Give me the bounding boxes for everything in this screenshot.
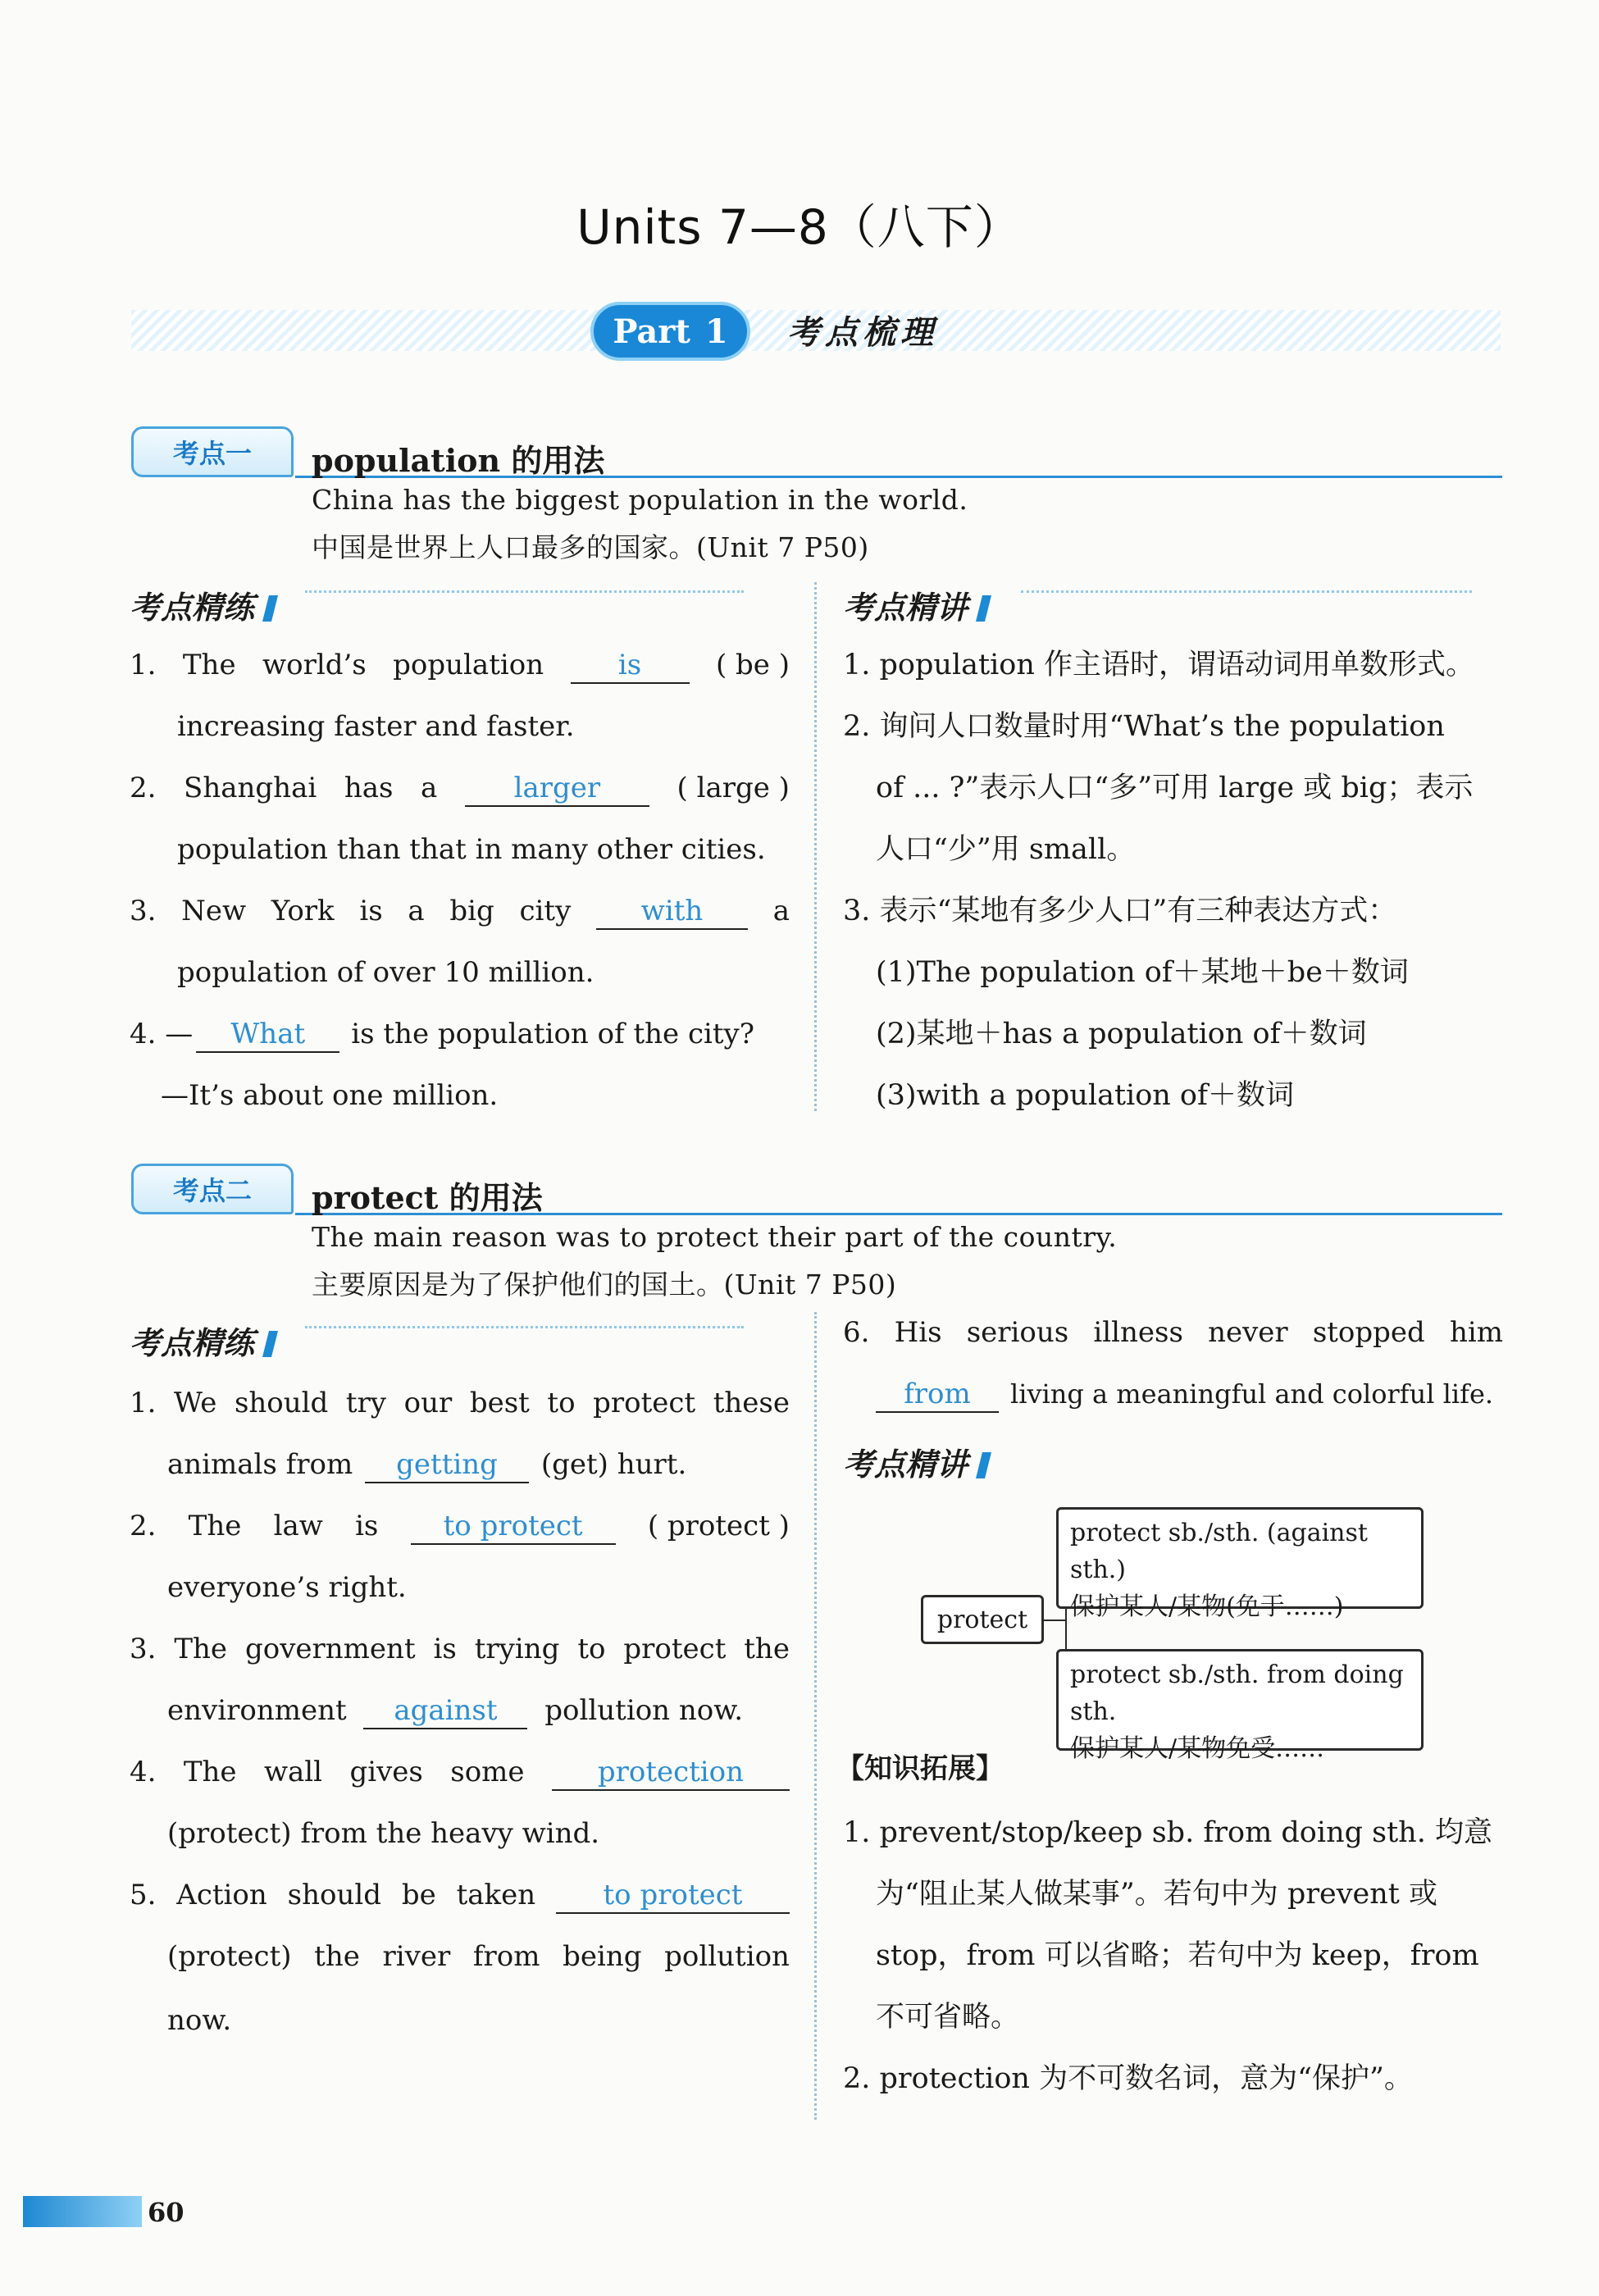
s1-exercise-3: 3. New York is a big city with a — [130, 897, 790, 930]
answer-blank[interactable]: from — [876, 1380, 999, 1413]
part-word: Part — [613, 312, 690, 351]
section1-column-divider — [814, 582, 817, 1111]
section1-tab: 考点一 — [131, 426, 294, 477]
section1-example-zh: 中国是世界上人口最多的国家。(Unit 7 P50) — [312, 531, 869, 563]
footer-bar — [23, 2196, 142, 2227]
answer-blank[interactable]: to protect — [411, 1512, 616, 1545]
s1-note-line: (1)The population of＋某地＋be＋数词 — [876, 956, 1409, 989]
s2-exercise-5-line2: (protect) the river from being pollution — [167, 1940, 790, 1973]
section2-example-zh: 主要原因是为了保护他们的国土。(Unit 7 P50) — [312, 1269, 897, 1301]
s1-note-line: 1. population 作主语时，谓语动词用单数形式。 — [843, 649, 1475, 681]
s2-exercise-4: 4. The wall gives some protection — [130, 1758, 790, 1791]
section1-example-en: China has the biggest population in the world. — [312, 484, 968, 516]
heading-marker-icon — [976, 595, 991, 622]
s1-exercise-2: 2. Shanghai has a larger ( large ) — [130, 774, 790, 807]
s2-exercise-6: 6. His serious illness never stopped him — [843, 1316, 1503, 1349]
answer-blank[interactable]: larger — [465, 774, 649, 807]
s1-exercise-4-cont: —It’s about one million. — [161, 1079, 499, 1112]
diagram-connector — [1044, 1620, 1065, 1621]
extension-line: 为“阻止某人做某事”。若句中为 prevent 或 — [876, 1878, 1437, 1911]
section1-lecture-dots — [1021, 590, 1472, 593]
section1-practice-heading: 考点精练 — [130, 582, 275, 627]
s2-exercise-1: 1. We should try our best to protect these — [130, 1387, 790, 1419]
part-number: 1 — [704, 312, 728, 351]
s1-note-line: 3. 表示“某地有多少人口”有三种表达方式： — [843, 895, 1397, 927]
s1-note-line: 2. 询问人口数量时用“What’s the population — [843, 710, 1445, 743]
section2-practice-dots — [305, 1326, 744, 1328]
page-title: Units 7—8（八下） — [576, 199, 1023, 255]
s1-exercise-1: 1. The world’s population is ( be ) — [130, 651, 790, 684]
s2-exercise-3: 3. The government is trying to protect the — [130, 1633, 790, 1665]
section1-practice-dots — [305, 590, 744, 593]
s2-exercise-5-cont: now. — [167, 2004, 232, 2037]
s2-exercise-3-cont: environment against pollution now. — [167, 1697, 743, 1729]
s1-note-line: 人口“少”用 small。 — [876, 833, 1136, 866]
part-badge — [590, 302, 750, 361]
answer-blank[interactable]: with — [596, 897, 748, 930]
extension-line: stop，from 可以省略；若句中为 keep，from — [876, 1939, 1479, 1972]
s1-note-line: (3)with a population of＋数词 — [876, 1079, 1294, 1112]
answer-blank[interactable]: getting — [365, 1451, 529, 1483]
s2-exercise-6-cont: from living a meaningful and colorful life. — [876, 1380, 1493, 1413]
diagram-root: protect — [921, 1595, 1044, 1644]
heading-marker-icon — [976, 1452, 991, 1478]
section2-example-en: The main reason was to protect their part of the country. — [312, 1221, 1118, 1253]
answer-blank[interactable]: What — [196, 1020, 339, 1053]
s2-exercise-4-cont: (protect) from the heavy wind. — [167, 1817, 600, 1850]
section2-column-divider — [814, 1312, 817, 2120]
s1-note-line: of ... ?”表示人口“多”可用 large 或 big；表示 — [876, 772, 1474, 804]
diagram-branch-2-zh: 保护某人/某物免受…… — [1070, 1734, 1325, 1763]
part-label: 考点梳理 — [787, 313, 938, 352]
s2-exercise-2-cont: everyone’s right. — [167, 1571, 407, 1604]
s2-exercise-1-cont: animals from getting (get) hurt. — [167, 1451, 686, 1483]
section2-tab: 考点二 — [131, 1164, 294, 1214]
s2-exercise-2: 2. The law is to protect ( protect ) — [130, 1512, 790, 1545]
answer-blank[interactable]: to protect — [556, 1881, 790, 1914]
answer-blank[interactable]: protection — [552, 1758, 790, 1791]
section2-practice-heading: 考点精练 — [130, 1318, 275, 1363]
section1-lecture-heading: 考点精讲 — [843, 582, 988, 627]
s1-note-line: (2)某地＋has a population of＋数词 — [876, 1018, 1367, 1050]
s2-exercise-5: 5. Action should be taken to protect — [130, 1881, 790, 1914]
diagram-branch-1 — [1056, 1507, 1424, 1621]
s1-exercise-3-cont: population of over 10 million. — [177, 956, 594, 989]
diagram-branch-1-en: protect sb./sth. (against sth.) — [1070, 1519, 1368, 1584]
s1-exercise-4: 4. — What is the population of the city? — [130, 1020, 754, 1053]
s1-exercise-1-cont: increasing faster and faster. — [177, 710, 575, 743]
diagram-branch-1-zh: 保护某人/某物(免于……) — [1070, 1592, 1344, 1621]
section2-heading: protect 的用法 — [312, 1179, 543, 1216]
extension-line: 2. protection 为不可数名词，意为“保护”。 — [843, 2062, 1413, 2095]
diagram-branch-2 — [1056, 1649, 1424, 1763]
section2-lecture-heading: 考点精讲 — [843, 1439, 988, 1484]
heading-marker-icon — [262, 595, 278, 622]
extension-heading: 【知识拓展】 — [836, 1752, 1004, 1785]
extension-line: 1. prevent/stop/keep sb. from doing sth. 均意 — [843, 1816, 1492, 1849]
section1-heading: population 的用法 — [312, 442, 605, 479]
diagram-branch-2-en: protect sb./sth. from doing sth. — [1070, 1660, 1404, 1726]
answer-blank[interactable]: against — [363, 1697, 527, 1729]
extension-line: 不可省略。 — [876, 2001, 1020, 2034]
heading-marker-icon — [262, 1331, 278, 1357]
page-number: 60 — [148, 2197, 184, 2228]
s1-exercise-2-cont: population than that in many other cities. — [177, 833, 766, 866]
answer-blank[interactable]: is — [571, 651, 690, 684]
